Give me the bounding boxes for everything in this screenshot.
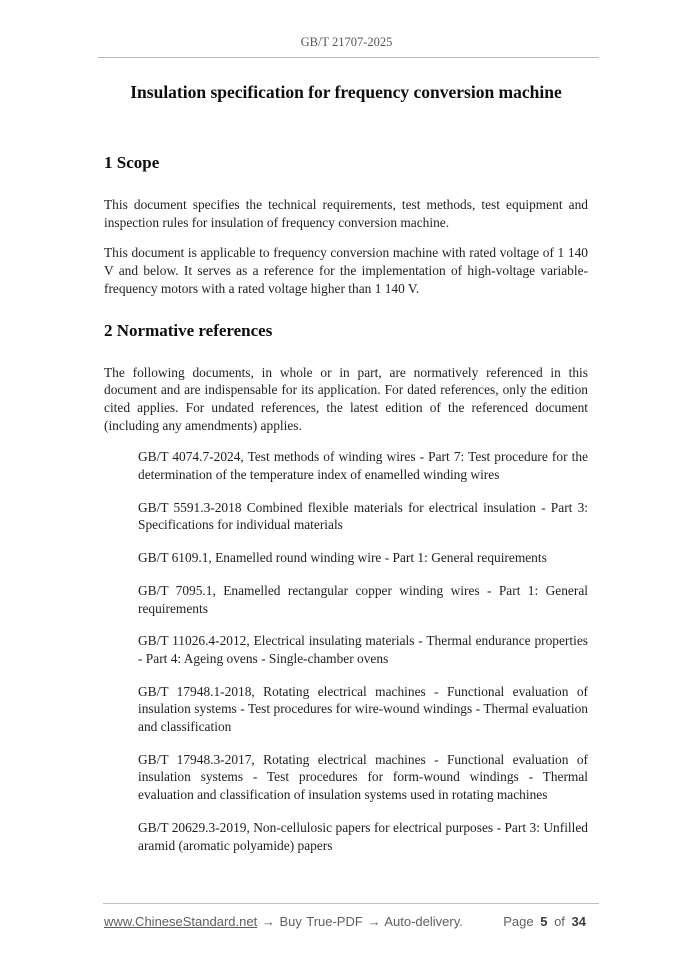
footer-buy-label: Buy True-PDF [279,914,363,929]
doc-number: GB/T 21707-2025 [300,35,393,49]
page-label: Page [503,914,534,929]
scope-paragraph: This document is applicable to frequency conversion machine with rated voltage of 1 140 V and below. It serves as a reference for the implementation of high-voltage variable-frequency motors with a rated voltage higher than 1 140 V. [104,245,588,296]
right-arrow-icon: → [367,914,381,929]
reference-item: GB/T 17948.1-2018, Rotating electrical machines - Functional evaluation of insulation systems - Test procedures for wire-wound windings - Thermal evaluation and classification [138,683,588,735]
reference-item: GB/T 20629.3-2019, Non-cellulosic papers for electrical purposes - Part 3: Unfilled aramid (aromatic polyamide) papers [138,819,588,853]
page-indicator [503,914,586,930]
of-label: of [554,914,565,929]
page-footer [0,903,693,930]
running-header [0,0,693,50]
reference-item: GB/T 6109.1, Enamelled round winding wire - Part 1: General requirements [138,550,547,566]
reference-item: GB/T 17948.3-2017, Rotating electrical machines - Functional evaluation of insulation systems - Test procedures for form-wound windings - Thermal evaluation and classification of insulation systems used in rotating machines [138,751,588,803]
footer-tagline [104,914,463,930]
footer-rule [103,903,599,904]
document-body [0,82,693,854]
reference-item: GB/T 4074.7-2024, Test methods of winding wires - Part 7: Test procedure for the determination of the temperature index of enamelled winding wires [138,449,588,483]
section-heading-normative-references: 2 Normative references [104,320,273,340]
section-heading-scope: 1 Scope [104,153,160,172]
footer-delivery-label: Auto-delivery. [384,914,463,929]
right-arrow-icon: → [261,914,275,929]
header-rule [98,57,599,58]
total-pages: 34 [571,914,586,929]
document-title: Insulation specification for frequency conversion machine [130,82,562,102]
reference-item: GB/T 7095.1, Enamelled rectangular copper winding wires - Part 1: General requirements [138,582,588,616]
reference-item: GB/T 5591.3-2018 Combined flexible materials for electrical insulation - Part 3: Specifications for individual materials [138,499,588,533]
reference-item: GB/T 11026.4-2012, Electrical insulating materials - Thermal endurance properties - Part 4: Ageing ovens - Single-chamber ovens [138,633,588,666]
footer-website-link[interactable]: www.ChineseStandard.net [104,914,258,929]
scope-paragraph: This document specifies the technical requirements, test methods, test equipment and inspection rules for insulation of frequency conversion machine. [104,197,588,230]
normative-references-intro: The following documents, in whole or in part, are normatively referenced in this document and are indispensable for its application. For dated references, only the edition cited applies. For undated references, the latest edition of the referenced document (including any amendments) applies. [104,364,588,433]
page-number: 5 [540,914,548,929]
